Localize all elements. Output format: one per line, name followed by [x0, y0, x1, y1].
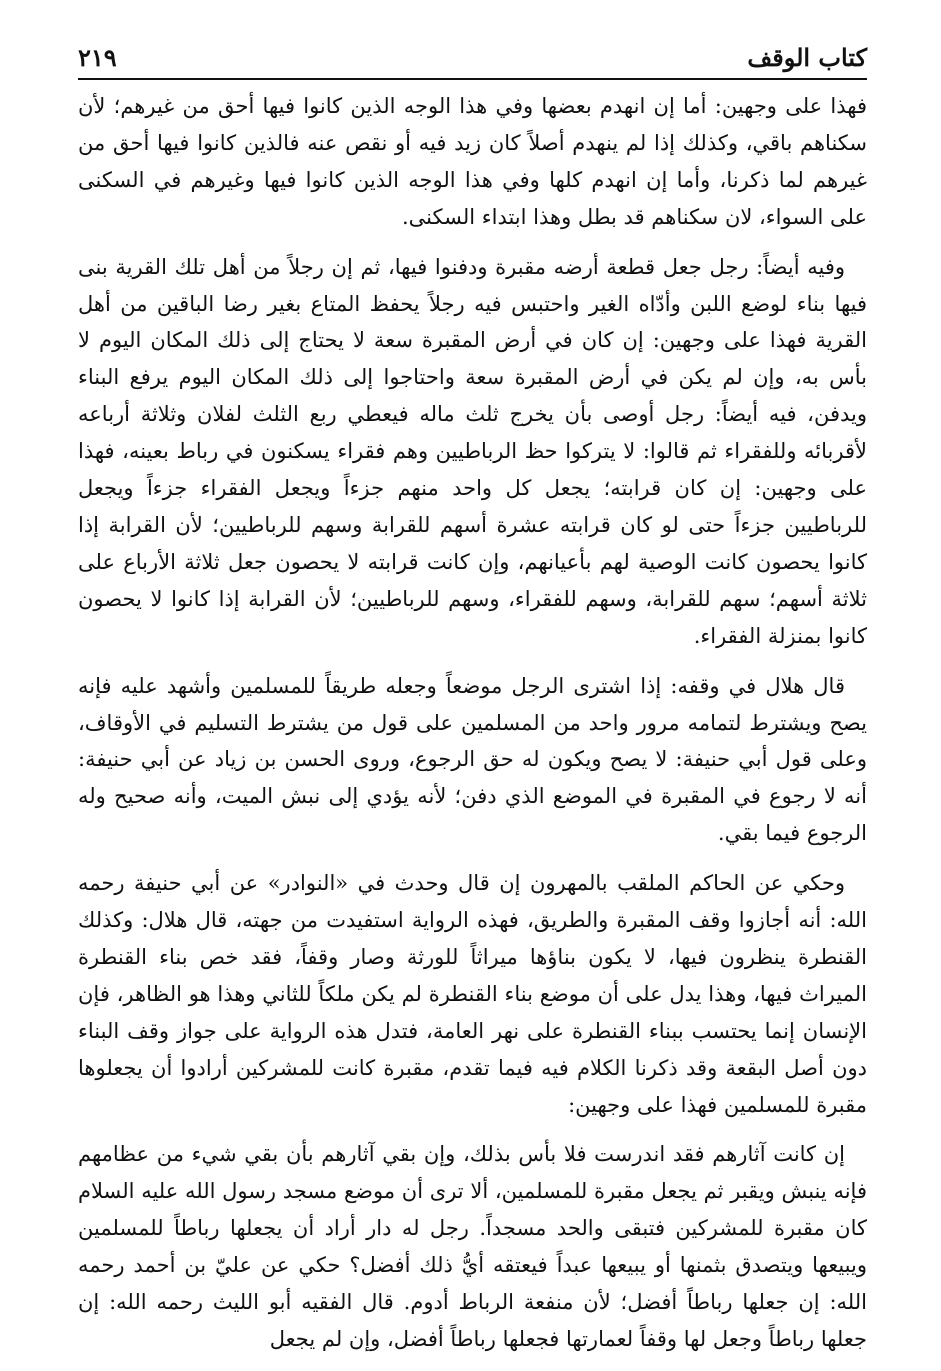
header-divider	[78, 78, 867, 80]
page-number: ٢١٩	[78, 43, 117, 72]
paragraph-3: قال هلال في وقفه: إذا اشترى الرجل موضعاً وجعله طريقاً للمسلمين وأشهد عليه فإنه يصح ويشترط لتمامه مرور واحد من المسلمين على قول من يشترط التسليم في الأوقاف، وعلى قول أبي حنيفة: لا يصح ويكون له حق الرجوع، وروى الحسن بن زياد عن أبي حنيفة: أنه لا رجوع في المقبرة في الموضع الذي دفن؛ لأنه يؤدي إلى نبش الميت، وأنه صحيح وله الرجوع فيما بقي.	[78, 673, 867, 846]
paragraph-5: إن كانت آثارهم فقد اندرست فلا بأس بذلك، وإن بقي آثارهم بأن بقي شيء من عظامهم فإنه ينبش ويقبر ثم يجعل مقبرة للمسلمين، ألا ترى أن موضع مسجد رسول الله عليه السلام كان مقبرة للمشركين فتبقى والحد مسجداً. رجل له دار أراد أن يجعلها رباطاً للمسلمين ويبيعها ويتصدق بثمنها أو يبيعها عبداً فيعتقه أيُّ ذلك أفضل؟ حكي عن عليّ بن أحمد رحمه الله: إن جعلها رباطاً أفضل؛ لأن منفعة الرباط أدوم. قال الفقيه أبو الليث رحمه الله: إن جعلها رباطاً وجعل لها وقفاً لعمارتها فجعلها رباطاً أفضل، وإن لم يجعل	[78, 1142, 867, 1351]
running-title: كتاب الوقف	[747, 43, 867, 72]
paragraph-2: وفيه أيضاً: رجل جعل قطعة أرضه مقبرة ودفنوا فيها، ثم إن رجلاً من أهل تلك القرية بنى فيها بناء لوضع اللبن وأدّاه الغير واحتبس فيه رجلاً يحفظ المتاع بغير رضا الباقين من أهل القرية فهذا على وجهين: إن كان في أرض المقبرة سعة لا يحتاج إلى ذلك المكان اليوم لا بأس به، وإن لم يكن في أرض المقبرة سعة واحتاجوا إلى ذلك المكان اليوم يرفع البناء ويدفن، فيه أيضاً: رجل أوصى بأن يخرج ثلث ماله فيعطي ربع الثلث لفلان وثلاثة أرباعه لأقربائه وللفقراء ثم قالوا: لا يتركوا حظ الرباطيين وهم فقراء يسكنون في رباط بعينه، فهذا على وجهين: إن كان قرابته؛ يجعل كل واحد منهم جزءاً ويجعل الفقراء جزءاً ويجعل للرباطيين جزءاً حتى لو كان قرابته عشرة أسهم للقرابة وسهم للرباطيين؛ لأن القرابة إذا كانوا يحصون كانت الوصية لهم بأعيانهم، وإن كانت قرابته لا يحصون جعل ثلاثة الأرباع على ثلاثة أسهم؛ سهم للقرابة، وسهم للفقراء، وسهم للرباطيين؛ لأن القرابة إذا كانوا لا يحصون كانوا بمنزلة الفقراء.	[78, 254, 867, 648]
paragraph-1: فهذا على وجهين: أما إن انهدم بعضها وفي هذا الوجه الذين كانوا فيها أحق من غيرهم؛ لأن سكناهم باقي، وكذلك إذا لم ينهدم أصلاً كان زيد فيه أو نقص عنه فالذين كانوا فيها أحق من غيرهم لما ذكرنا، وأما إن انهدم كلها وفي هذا الوجه الذين كانوا فيها وغيرهم في السكنى على السواء، لان سكناهم قد بطل وهذا ابتداء السكنى.	[78, 94, 867, 229]
page-body	[78, 88, 867, 1371]
paragraph-4: وحكي عن الحاكم الملقب بالمهرون إن قال وحدث في «النوادر» عن أبي حنيفة رحمه الله: أنه أجازوا وقف المقبرة والطريق، فهذه الرواية استفيدت من جهته، قال هلال: وكذلك القنطرة ينظرون فيها، لا يكون بناؤها ميراثاً للورثة وصار وقفاً، فقد خص بناء القنطرة الميراث فيها، وهذا يدل على أن موضع بناء القنطرة لم يكن ملكاً للثاني وهذا هو الظاهر، فإن الإنسان إنما يحتسب ببناء القنطرة على نهر العامة، فتدل هذه الرواية على جواز وقف البناء دون أصل البقعة وقد ذكرنا الكلام فيه فيما تقدم، مقبرة كانت للمشركين أرادوا أن يجعلوها مقبرة للمسلمين فهذا على وجهين:	[78, 871, 867, 1117]
page-header	[78, 28, 867, 72]
